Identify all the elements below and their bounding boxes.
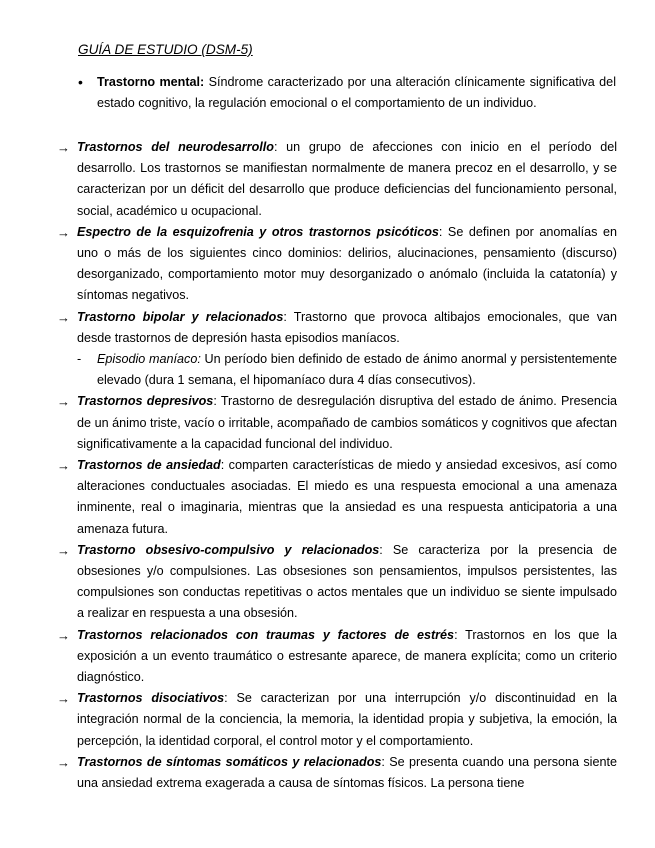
arrow-icon: → [57, 309, 70, 325]
entry-text: : Trastornos en los que la exposición a un evento traumático o estresante aparece, de manera explícita; como un criterio diagnóstico. [77, 627, 617, 685]
entry-term: Trastornos de síntomas somáticos y relacionados [77, 754, 382, 769]
entry-text: : Trastorno que provoca altibajos emocionales, que van desde trastornos de depresión hasta episodios maníacos. [77, 309, 617, 345]
entry-text: : Se caracterizan por una interrupción y/o discontinuidad en la integración normal de la conciencia, la memoria, la identidad propia y subjetiva, la emoción, la percepción, la identidad corporal, el control motor y el comportamiento. [77, 691, 618, 748]
intro-term: Trastorno mental: [97, 75, 205, 89]
intro-definition [97, 72, 616, 114]
arrow-icon: → [57, 140, 70, 155]
arrow-icon: → [57, 224, 70, 240]
entry-depresivos [57, 391, 617, 455]
entry-term: Trastornos depresivos [77, 394, 214, 409]
arrow-icon: → [57, 691, 70, 707]
entry-bipolar [57, 307, 617, 349]
subentry-term: Episodio maníaco: [97, 352, 201, 367]
entry-text: : Se caracteriza por la presencia de obsesiones y/o compulsiones. Las obsesiones son pensamientos, impulsos persistentes, las compulsiones son conductas repetitivas o actos mentales que un individuo se siente impulsado a realizar en respuesta a una obsesión. [77, 542, 617, 621]
disorder-list [57, 137, 617, 794]
arrow-icon: → [57, 458, 70, 474]
subentry-episodio-maniaco [57, 349, 617, 391]
dash-icon: - [77, 352, 82, 367]
arrow-icon: → [57, 542, 70, 558]
entry-text: : Se presenta cuando una persona siente una ansiedad extrema exagerada a causa de síntomas físicos. La persona tiene [77, 754, 617, 791]
entry-text: : comparten características de miedo y ansiedad excesivos, así como alteraciones conductuales asociadas. El miedo es una respuesta emocional a una amenaza inminente, real o imaginaria, mientras que la ansiedad es una respuesta anticipatoria a una amenaza futura. [77, 458, 617, 536]
entry-term: Trastornos disociativos [77, 691, 225, 706]
subentry-text: Un período bien definido de estado de ánimo anormal y persistentemente elevado (dura 1 semana, el hipomaníaco dura 4 días consecutivos). [97, 352, 617, 388]
entry-term: Trastornos relacionados con traumas y factores de estrés [77, 627, 455, 642]
bullet-icon: • [78, 74, 83, 90]
entry-text: : Se definen por anomalías en uno o más de los siguientes cinco dominios: delirios, alucinaciones, pensamiento (discurso) desorganizado, comportamiento motor muy desorganizado o anómalo (incluida la catatonía) y síntomas negativos. [77, 224, 617, 303]
entry-term: Trastorno bipolar y relacionados [77, 309, 284, 324]
entry-term: Trastornos de ansiedad [77, 458, 221, 473]
intro-text: Síndrome caracterizado por una alteración clínicamente significativa del estado cognitivo, la regulación emocional o el comportamiento de un individuo. [97, 75, 616, 110]
entry-disociativos [57, 688, 617, 752]
entry-term: Trastorno obsesivo-compulsivo y relacionados [77, 542, 380, 557]
entry-term: Espectro de la esquizofrenia y otros trastornos psicóticos [77, 224, 439, 239]
entry-term: Trastornos del neurodesarrollo [77, 140, 274, 154]
entry-toc [57, 540, 617, 625]
arrow-icon: → [57, 627, 70, 643]
entry-text: : un grupo de afecciones con inicio en el período del desarrollo. Los trastornos se manifiestan normalmente de manera precoz en el desarrollo, y se caracterizan por un déficit del desarrollo que produce deficiencias del funcionamiento personal, social, académico u ocupacional. [77, 140, 617, 218]
page-title: GUÍA DE ESTUDIO (DSM-5) [78, 42, 253, 57]
entry-somaticos [57, 752, 617, 794]
entry-text: : Trastorno de desregulación disruptiva del estado de ánimo. Presencia de un ánimo triste, vacío o irritable, acompañado de cambios somáticos y cognitivos que afectan significativamente a la capacidad funcional del individuo. [77, 394, 617, 451]
entry-traumas [57, 625, 617, 689]
entry-ansiedad [57, 455, 617, 540]
entry-neurodesarrollo [57, 137, 617, 222]
arrow-icon: → [57, 394, 70, 410]
arrow-icon: → [57, 754, 70, 770]
entry-esquizofrenia [57, 222, 617, 307]
